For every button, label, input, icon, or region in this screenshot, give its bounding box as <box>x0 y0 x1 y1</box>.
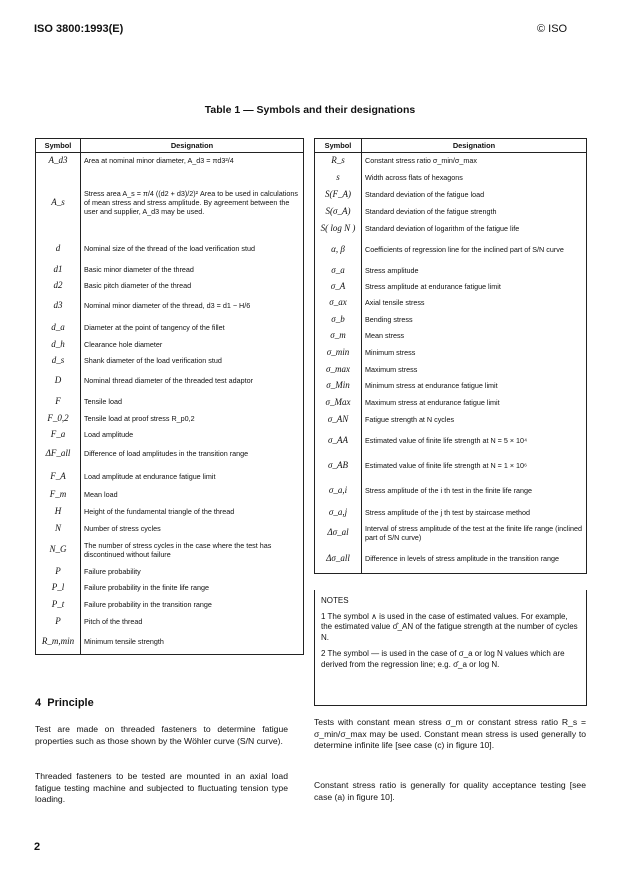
designation-cell: Minimum stress <box>362 344 587 361</box>
designation-cell: Basic minor diameter of the thread <box>81 261 304 278</box>
paragraph: Tests with constant mean stress σ_m or constant stress ratio R_s = σ_min/σ_max may be used. Constant mean stress is used generally to determine infinite life [see case (c) in figure 10]. <box>314 717 586 750</box>
designation-cell: Nominal thread diameter of the threaded test adaptor <box>81 369 304 393</box>
section-number: 4 <box>35 697 42 709</box>
table-row <box>36 353 304 369</box>
symbol-cell: P_l <box>36 580 81 596</box>
table-row <box>315 237 587 263</box>
notes-box <box>314 590 587 706</box>
designation-cell: Stress amplitude of the j th test by staircase method <box>362 504 587 521</box>
symbol-header: Symbol <box>315 139 362 153</box>
designation-cell: Stress amplitude <box>362 263 587 279</box>
table-row <box>36 487 304 503</box>
designation-cell: Height of the fundamental triangle of the thread <box>81 503 304 520</box>
table-row <box>36 293 304 319</box>
table-row <box>315 311 587 328</box>
designation-cell: Shank diameter of the load verification stud <box>81 353 304 369</box>
table-row <box>315 186 587 203</box>
table-row <box>315 263 587 279</box>
table-row <box>315 295 587 311</box>
notes-heading: NOTES <box>321 596 349 605</box>
paragraph: Test are made on threaded fasteners to determine fatigue properties such as those shown by the Wöhler curve (S/N curve). <box>35 724 288 746</box>
table-row <box>36 393 304 410</box>
symbol-cell: σ_a,i <box>315 478 362 504</box>
table-row <box>36 427 304 442</box>
designation-cell: Diameter at the point of tangency of the fillet <box>81 319 304 336</box>
table-row <box>315 478 587 504</box>
symbol-cell: P_t <box>36 596 81 613</box>
designation-cell: Minimum tensile strength <box>81 630 304 655</box>
designation-cell: Fatigue strength at N cycles <box>362 411 587 429</box>
symbol-cell: S(σ_A) <box>315 203 362 220</box>
symbol-cell: d_a <box>36 319 81 336</box>
designation-cell: Load amplitude at endurance fatigue limit <box>81 466 304 487</box>
symbol-cell: H <box>36 503 81 520</box>
designation-cell: Difference of load amplitudes in the transition range <box>81 442 304 466</box>
designation-cell: Number of stress cycles <box>81 520 304 537</box>
designation-cell: Maximum stress <box>362 361 587 378</box>
symbol-cell: d <box>36 236 81 261</box>
section-title: Principle <box>47 697 94 709</box>
designation-cell: Standard deviation of logarithm of the fatigue life <box>362 220 587 237</box>
symbol-cell: F <box>36 393 81 410</box>
designation-cell: The number of stress cycles in the case where the test has discontinued without failure <box>81 537 304 563</box>
designation-cell: Pitch of the thread <box>81 613 304 630</box>
symbol-header: Symbol <box>36 139 81 153</box>
copyright-mark: © ISO <box>537 23 568 35</box>
symbol-cell: σ_min <box>315 344 362 361</box>
designation-cell: Clearance hole diameter <box>81 336 304 353</box>
symbol-cell: F_A <box>36 466 81 487</box>
symbol-cell: S(F_A) <box>315 186 362 203</box>
table-row <box>36 563 304 580</box>
symbol-cell: D <box>36 369 81 393</box>
page-number: 2 <box>34 841 41 853</box>
designation-cell: Maximum stress at endurance fatigue limit <box>362 394 587 411</box>
table-row <box>36 261 304 278</box>
symbol-cell: α, β <box>315 237 362 263</box>
table-row <box>315 279 587 295</box>
table-row <box>36 169 304 236</box>
designation-cell: Mean load <box>81 487 304 503</box>
symbol-cell: R_m,min <box>36 630 81 655</box>
designation-cell: Stress area A_s = π/4 ((d2 + d3)/2)² Area to be used in calculations of mean stress and stress amplitude. By agreement between the user and supplier, A_d3 may be used. <box>81 169 304 236</box>
note-2: 2 The symbol — is used in the case of σ_a or log N values which are derived from the regression line; e.g. σ̄_a or log N. <box>321 649 565 669</box>
designation-cell: Stress amplitude of the i th test in the finite life range <box>362 478 587 504</box>
table-row <box>315 521 587 545</box>
symbols-table-left <box>35 138 304 655</box>
table-row <box>36 580 304 596</box>
designation-cell: Estimated value of finite life strength at N = 1 × 10⁶ <box>362 453 587 478</box>
symbol-cell: σ_a <box>315 263 362 279</box>
designation-cell: Estimated value of finite life strength at N = 5 × 10⁴ <box>362 429 587 453</box>
designation-cell: Difference in levels of stress amplitude in the transition range <box>362 545 587 574</box>
note-1: 1 The symbol ∧ is used in the case of estimated values. For example, the estimated value σ̂_AN of the fatigue strength at the number of cycles N. <box>321 611 578 642</box>
designation-cell: Bending stress <box>362 311 587 328</box>
symbol-cell: σ_AA <box>315 429 362 453</box>
designation-cell: Failure probability in the transition range <box>81 596 304 613</box>
designation-cell: Nominal size of the thread of the load verification stud <box>81 236 304 261</box>
table-row <box>36 278 304 293</box>
table-row <box>36 537 304 563</box>
symbol-cell: F_m <box>36 487 81 503</box>
table-row <box>315 394 587 411</box>
symbol-cell: P <box>36 613 81 630</box>
designation-cell: Tensile load <box>81 393 304 410</box>
table-row <box>315 169 587 186</box>
designation-cell: Constant stress ratio σ_min/σ_max <box>362 153 587 169</box>
paragraph: Constant stress ratio is generally for quality acceptance testing [see case (a) in figure 10]. <box>314 780 586 802</box>
symbol-cell: d1 <box>36 261 81 278</box>
table-row <box>36 520 304 537</box>
table-row <box>315 328 587 344</box>
symbol-cell: σ_m <box>315 328 362 344</box>
table-row <box>315 344 587 361</box>
table-row <box>315 545 587 574</box>
symbol-cell: N_G <box>36 537 81 563</box>
designation-cell: Minimum stress at endurance fatigue limit <box>362 378 587 394</box>
symbol-cell: P <box>36 563 81 580</box>
designation-cell: Failure probability in the finite life range <box>81 580 304 596</box>
symbol-cell: σ_max <box>315 361 362 378</box>
symbol-cell: σ_a,j <box>315 504 362 521</box>
designation-cell: Interval of stress amplitude of the test at the finite life range (inclined part of S/N curve) <box>362 521 587 545</box>
designation-cell: Failure probability <box>81 563 304 580</box>
designation-cell: Basic pitch diameter of the thread <box>81 278 304 293</box>
table-row <box>36 613 304 630</box>
table-row <box>315 453 587 478</box>
table-row <box>36 319 304 336</box>
symbol-cell: Δσ_al <box>315 521 362 545</box>
designation-cell: Coefficients of regression line for the inclined part of S/N curve <box>362 237 587 263</box>
table-row <box>36 369 304 393</box>
symbol-cell: d_h <box>36 336 81 353</box>
table-row <box>36 410 304 427</box>
symbol-cell: F_a <box>36 427 81 442</box>
designation-cell: Mean stress <box>362 328 587 344</box>
table-row <box>315 411 587 429</box>
designation-cell: Nominal minor diameter of the thread, d3 = d1 − H/6 <box>81 293 304 319</box>
designation-cell: Stress amplitude at endurance fatigue limit <box>362 279 587 295</box>
table-row <box>315 203 587 220</box>
designation-cell: Axial tensile stress <box>362 295 587 311</box>
symbol-cell: ΔF_all <box>36 442 81 466</box>
symbol-cell: s <box>315 169 362 186</box>
symbol-cell: R_s <box>315 153 362 169</box>
table-row <box>315 220 587 237</box>
symbol-cell: Δσ_all <box>315 545 362 574</box>
table-row <box>36 442 304 466</box>
table-row <box>315 429 587 453</box>
designation-header: Designation <box>81 139 304 153</box>
symbols-table-right <box>314 138 587 574</box>
designation-cell: Area at nominal minor diameter, A_d3 = πd3²/4 <box>81 153 304 169</box>
table-row <box>36 596 304 613</box>
symbol-cell: σ_Min <box>315 378 362 394</box>
designation-cell: Load amplitude <box>81 427 304 442</box>
table-row <box>36 466 304 487</box>
symbol-cell: d3 <box>36 293 81 319</box>
symbol-cell: d_s <box>36 353 81 369</box>
symbol-cell: σ_b <box>315 311 362 328</box>
designation-header: Designation <box>362 139 587 153</box>
symbol-cell: σ_A <box>315 279 362 295</box>
table-row <box>36 153 304 169</box>
symbol-cell: σ_AN <box>315 411 362 429</box>
symbol-cell: A_d3 <box>36 153 81 169</box>
symbol-cell: σ_AB <box>315 453 362 478</box>
designation-cell: Standard deviation of the fatigue load <box>362 186 587 203</box>
table-row <box>315 378 587 394</box>
table-row <box>315 361 587 378</box>
designation-cell: Width across flats of hexagons <box>362 169 587 186</box>
table-row <box>36 630 304 655</box>
table-row <box>36 336 304 353</box>
document-standard-number: ISO 3800:1993(E) <box>34 23 124 35</box>
symbol-cell: σ_Max <box>315 394 362 411</box>
table-row <box>36 503 304 520</box>
symbol-cell: A_s <box>36 169 81 236</box>
table-title: Table 1 — Symbols and their designations <box>204 104 416 116</box>
section-heading <box>35 697 94 709</box>
symbol-cell: S( log N ) <box>315 220 362 237</box>
symbol-cell: d2 <box>36 278 81 293</box>
table-row <box>36 236 304 261</box>
designation-cell: Standard deviation of the fatigue strength <box>362 203 587 220</box>
designation-cell: Tensile load at proof stress R_p0,2 <box>81 410 304 427</box>
symbol-cell: σ_ax <box>315 295 362 311</box>
symbol-cell: N <box>36 520 81 537</box>
paragraph: Threaded fasteners to be tested are mounted in an axial load fatigue testing machine and subjected to fluctuating tension type loading. <box>35 771 288 804</box>
table-row <box>315 504 587 521</box>
symbol-cell: F_0,2 <box>36 410 81 427</box>
table-row <box>315 153 587 169</box>
